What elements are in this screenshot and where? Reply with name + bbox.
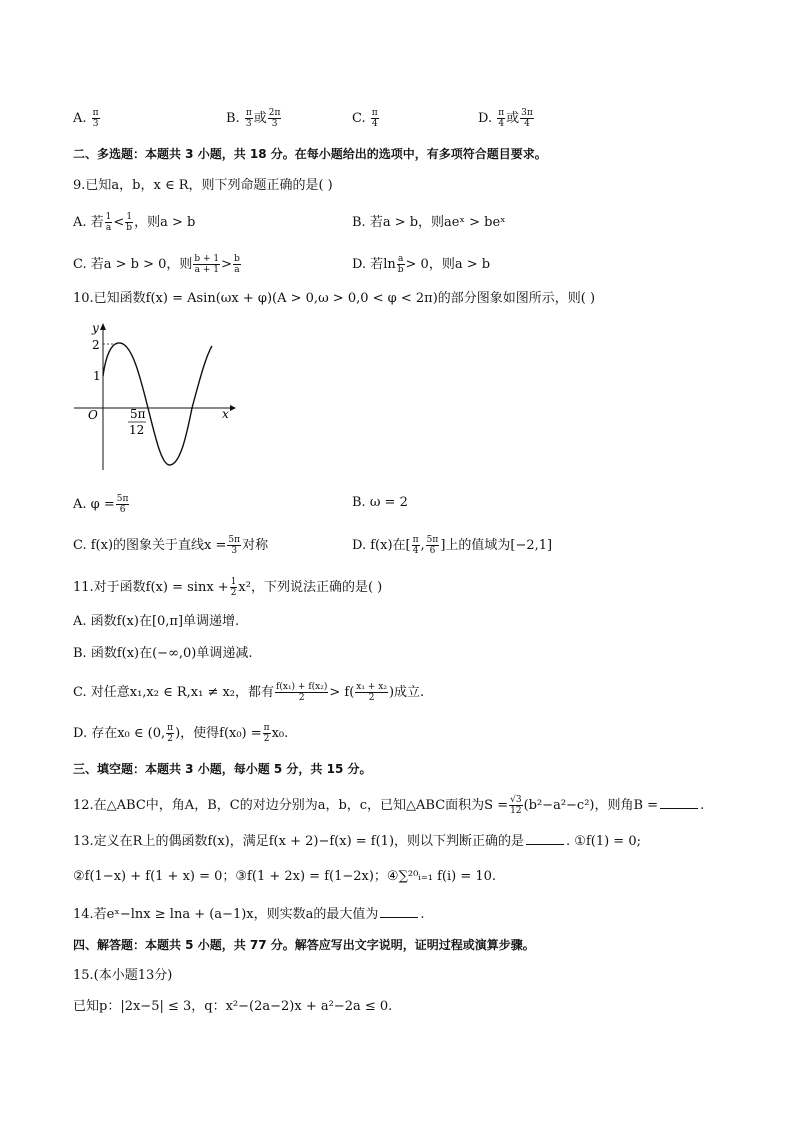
q8-option-a-frac: $\frac{\pi}{3}$	[92, 108, 99, 129]
q15-title: 15.(本小题13分)	[73, 968, 173, 983]
q9-option-c: C. 若a > b > 0，则 $\frac{b + 1}{a + 1}$ > $\frac{b}{a}$	[73, 254, 240, 275]
q13-line1: 13.定义在R上的偶函数f(x)，满足f(x + 2)−f(x) = f(1)，则以下判断正确的是 . ①f(1) = 0;	[73, 834, 641, 849]
y-axis-arrow	[100, 323, 106, 330]
sine-curve	[103, 343, 212, 465]
y-tick-1: 1	[93, 369, 101, 383]
x-tick-numerator: 5π	[130, 407, 146, 421]
q12: 12.在△ABC中，角A，B，C的对边分别为a，b，c，已知△ABC面积为S = $\frac{√3}{12}$ (b²−a²−c²)，则角B = .	[73, 795, 705, 816]
q11-option-c: C. 对任意x₁,x₂ ∈ R,x₁ ≠ x₂，都有 $\frac{\text{f(x₁) + f(x₂)}}{2}$ > f( $\frac{\text{x₁ + x₂}}{2}$ )成立.	[73, 682, 425, 703]
q14-answer-blank[interactable]	[380, 905, 418, 918]
q10-sine-graph	[70, 318, 240, 478]
q9-stem: 9.已知a，b，x ∈ R，则下列命题正确的是( )	[73, 178, 333, 193]
q10-option-c: C. f(x)的图象关于直线x = $\frac{5\pi}{3}$ 对称	[73, 535, 269, 556]
q8-option-d-frac1: $\frac{\pi}{4}$	[498, 108, 505, 129]
q9-option-d: D. 若ln $\frac{a}{b}$ > 0，则a > b	[352, 254, 491, 275]
q11-option-a: A. 函数f(x)在[0,π]单调递增.	[73, 614, 240, 629]
q8-option-b-frac2: $\frac{2\pi}{3}$	[268, 108, 281, 129]
section-3-heading: 三、填空题：本题共 3 小题，每小题 5 分，共 15 分。	[73, 762, 372, 776]
q8-option-a-letter: A.	[73, 111, 87, 126]
q10-option-d: D. f(x)在[ $\frac{\pi}{4}$ , $\frac{5\pi}{6}$ ]上的值域为[−2,1]	[352, 535, 553, 556]
q8-option-d-letter: D.	[478, 111, 493, 126]
section-2-heading: 二、多选题：本题共 3 小题，共 18 分。在每小题给出的选项中，有多项符合题目要求。	[73, 147, 547, 161]
q10-option-a: A. φ = $\frac{5\pi}{6}$	[73, 494, 129, 515]
q15-body: 已知p：|2x−5| ≤ 3，q：x²−(2a−2)x + a²−2a ≤ 0.	[73, 999, 393, 1014]
q8-option-d-or: 或	[506, 111, 520, 126]
q8-option-b-or: 或	[253, 111, 267, 126]
q8-option-b	[226, 108, 282, 129]
q8-option-d-frac2: $\frac{3\pi}{4}$	[521, 108, 533, 129]
q13-answer-blank[interactable]	[526, 832, 564, 845]
y-axis-label: y	[92, 321, 99, 335]
q9-option-b: B. 若a > b，则aeˣ > beˣ	[352, 215, 506, 230]
origin-label: O	[88, 408, 98, 422]
q9-option-a: A. 若 $\frac{1}{a}$ < $\frac{1}{b}$ ，则a > b	[73, 212, 196, 233]
q8-option-c-frac: $\frac{\pi}{4}$	[371, 108, 378, 129]
x-axis-label: x	[222, 407, 229, 421]
q10-stem: 10.已知函数f(x) = Asin(ωx + φ)(A > 0,ω > 0,0 < φ < 2π)的部分图象如图所示，则( )	[73, 291, 596, 306]
q8-option-b-frac1: $\frac{\pi}{3}$	[245, 108, 252, 129]
q14: 14.若eˣ−lnx ≥ lna + (a−1)x，则实数a的最大值为 .	[73, 907, 425, 922]
q8-option-c	[352, 108, 380, 129]
y-tick-2: 2	[92, 338, 100, 352]
q13-line2: ②f(1−x) + f(1 + x) = 0；③f(1 + 2x) = f(1−2x)；④∑²⁰ᵢ₌₁ f(i) = 10.	[73, 869, 497, 884]
x-axis-arrow	[230, 405, 236, 411]
q11-option-d: D. 存在x₀ ∈ (0, $\frac{\pi}{2}$ )，使得f(x₀) = $\frac{\pi}{2}$ x₀.	[73, 723, 289, 744]
q8-option-c-letter: C.	[352, 111, 366, 126]
q10-option-b: B. ω = 2	[352, 495, 408, 510]
q8-option-a	[73, 108, 101, 129]
section-4-heading: 四、解答题：本题共 5 小题，共 77 分。解答应写出文字说明，证明过程或演算步骤。	[73, 938, 535, 952]
x-tick-denominator: 12	[129, 423, 145, 437]
q8-option-d	[478, 108, 535, 129]
q11-option-b: B. 函数f(x)在(−∞,0)单调递减.	[73, 646, 253, 661]
q11-stem: 11.对于函数f(x) = sinx + $\frac{1}{2}$ x²，下列说法正确的是( )	[73, 577, 383, 598]
q8-option-b-letter: B.	[226, 111, 240, 126]
q12-answer-blank[interactable]	[660, 796, 698, 809]
